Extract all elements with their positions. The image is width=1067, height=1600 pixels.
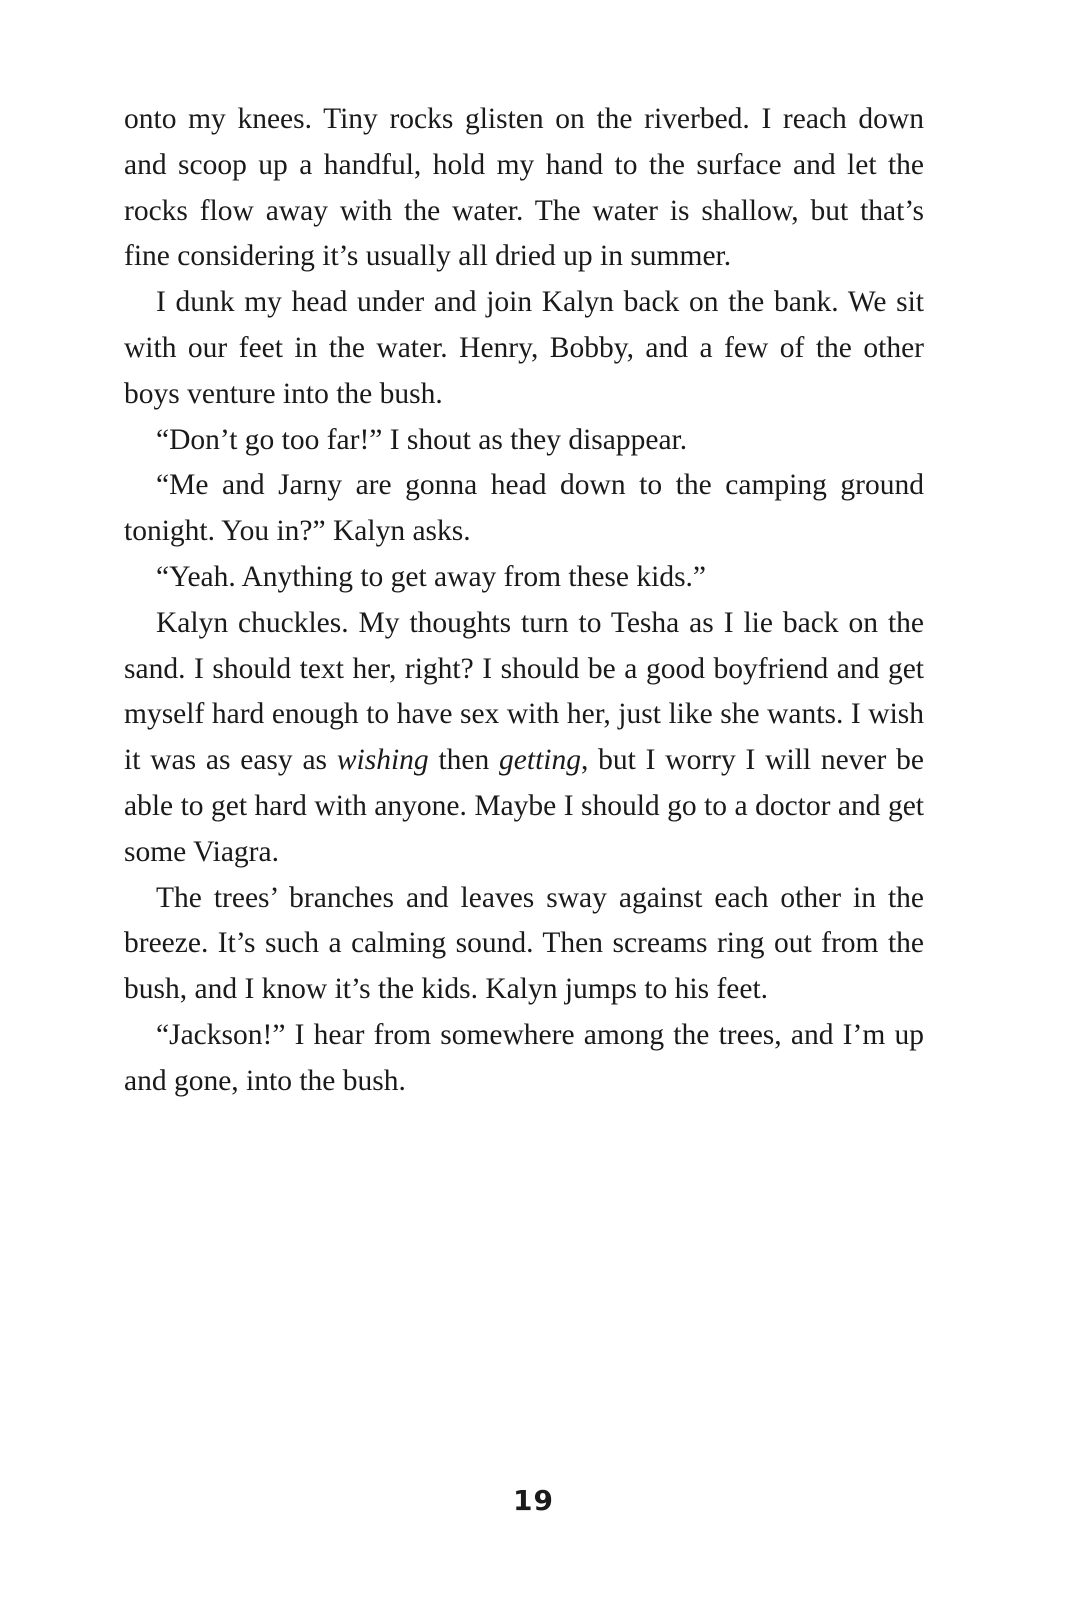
page-number: 19 (513, 1484, 554, 1517)
paragraph-text: The trees’ branches and leaves sway against each other in the breeze. It’s such a calming sound. Then screams ring out from the bush, and I know it’s the kids. Kalyn jumps to his feet. (124, 881, 924, 1006)
paragraph (124, 601, 924, 876)
italic-text: wishing (336, 744, 429, 777)
paragraph-text: “Yeah. Anything to get away from these kids.” (156, 560, 707, 593)
paragraph-text: then (428, 744, 500, 777)
paragraph (124, 280, 924, 417)
paragraph-text: “Don’t go too far!” I shout as they disappear. (156, 423, 688, 456)
paragraph (124, 97, 924, 280)
paragraph-text: , but I worry I will never be able to get hard with anyone. Maybe I should go to a doctor and get some Viagra. (124, 744, 924, 868)
paragraph-text: “Me and Jarny are gonna head down to the camping ground tonight. You in?” Kalyn asks. (124, 469, 924, 548)
paragraph (124, 555, 924, 601)
body-text (124, 97, 924, 1105)
paragraph-text: Kalyn chuckles. My thoughts turn to Tesha as I lie back on the sand. I should text her, right? I should be a good boyfriend and get myself hard enough to have sex with her, just like she wants. I wish it was as easy as (124, 606, 924, 777)
italic-text: getting (499, 744, 581, 777)
paragraph-text: I dunk my head under and join Kalyn back on the bank. We sit with our feet in the water. Henry, Bobby, and a few of the other boys venture into the bush. (124, 286, 924, 410)
paragraph-text: “Jackson!” I hear from somewhere among the trees, and I’m up and gone, into the bush. (124, 1018, 924, 1097)
paragraph (124, 1013, 924, 1105)
paragraph (124, 876, 924, 1013)
paragraph-text: onto my knees. Tiny rocks glisten on the riverbed. I reach down and scoop up a handful, hold my hand to the surface and let the rocks flow away with the water. The water is shallow, but that’s fine considering it’s usually all dried up in summer. (124, 103, 924, 273)
paragraph (124, 418, 924, 464)
paragraph (124, 463, 924, 555)
